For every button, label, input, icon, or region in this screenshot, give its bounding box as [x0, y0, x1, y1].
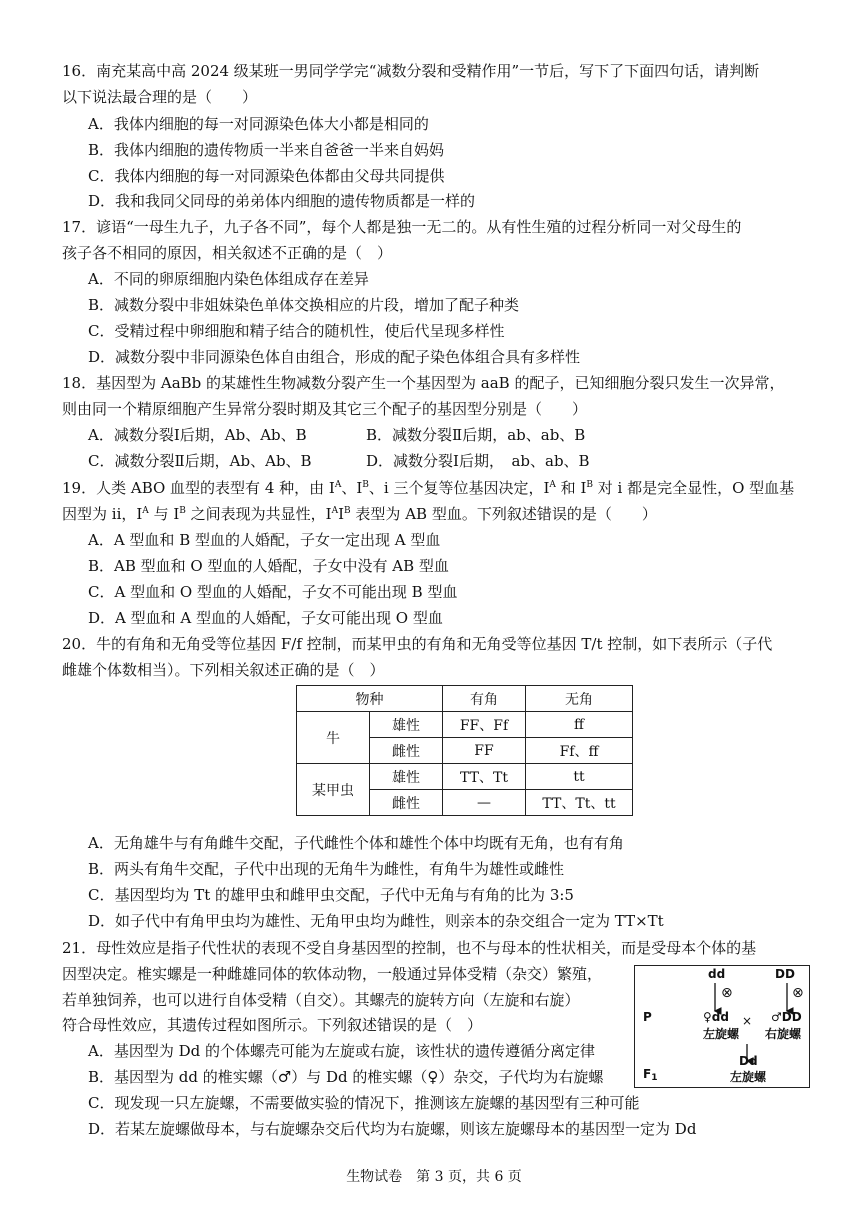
header-species: 物种	[297, 686, 443, 712]
q20-stem-line2: 雌雄个体数相当）。下列相关叙述正确的是（ ）	[62, 661, 385, 679]
cross-symbol: ×	[742, 1014, 753, 1028]
offspring-Dd-label: Dd	[739, 1054, 758, 1068]
species-cattle: 牛	[297, 712, 370, 764]
q18-option-b: B．减数分裂Ⅱ后期，ab、ab、B	[366, 426, 586, 444]
q19-option-d: D．A 型血和 A 型血的人婚配，子女可能出现 O 型血	[88, 609, 443, 627]
beetle-female-horned: —	[443, 790, 526, 816]
q17-option-c: C．受精过程中卵细胞和精子结合的随机性，使后代呈现多样性	[88, 322, 505, 340]
q19-stem-line1: 19．人类 ABO 血型的表型有 4 种，由 $I^A$、$I^B$、i 三个复等位基因决定，$I^A$ 和 $I^B$ 对 i 都是完全显性，O 型血基	[62, 479, 795, 497]
q21-option-b: B．基因型为 dd 的椎实螺（♂）与 Dd 的椎实螺（♀）杂交，子代均为右旋螺	[88, 1068, 604, 1086]
q17-option-b: B．减数分裂中非姐妹染色单体交换相应的片段，增加了配子种类	[88, 296, 520, 314]
q20-option-a: A．无角雄牛与有角雌牛交配，子代雌性个体和雄性个体中均既有无角，也有有角	[88, 834, 624, 852]
species-beetle: 某甲虫	[297, 764, 370, 816]
header-hornless: 无角	[526, 686, 633, 712]
self-cross-icon: ⊗	[721, 985, 733, 1001]
q20-stem-line1: 20．牛的有角和无角受等位基因 F/f 控制，而某甲虫的有角和无角受等位基因 T/t 控制，如下表所示（子代	[62, 635, 773, 653]
left-coil-label: 左旋螺	[703, 1027, 740, 1041]
cattle-female-horned: FF	[443, 738, 526, 764]
header-horned: 有角	[443, 686, 526, 712]
q20-option-b: B．两头有角牛交配，子代中出现的无角牛为雌性，有角牛为雄性或雌性	[88, 860, 565, 878]
q16-option-b: B．我体内细胞的遗传物质一半来自爸爸一半来自妈妈	[88, 141, 445, 159]
q16-option-a: A．我体内细胞的每一对同源染色体大小都是相同的	[88, 115, 429, 133]
q21-stem-line3: 若单独饲养，也可以进行自体受精（自交）。其螺壳的旋转方向（左旋和右旋）	[62, 991, 580, 1009]
beetle-male-hornless: tt	[526, 764, 633, 790]
q18-stem-line1: 18．基因型为 AaBb 的某雄性生物减数分裂产生一个基因型为 aaB 的配子，已知细胞分裂只发生一次异常，	[62, 374, 785, 392]
q16-stem-line2: 以下说法最合理的是（ ）	[62, 88, 258, 106]
sex-cell: 雄性	[370, 712, 443, 738]
sex-cell: 雌性	[370, 738, 443, 764]
q19-option-a: A．A 型血和 B 型血的人婚配，子女一定出现 A 型血	[88, 531, 441, 549]
p-generation-label: P	[643, 1010, 652, 1024]
beetle-female-hornless: TT、Tt、tt	[526, 790, 633, 816]
f1-generation-label: F1	[643, 1067, 658, 1083]
right-coil-label: 右旋螺	[765, 1027, 802, 1041]
female-dd-label: ♀dd	[703, 1010, 729, 1024]
q19-stem-line2: 因型为 ii，$I^A$ 与 $I^B$ 之间表现为共显性，$I^AI^B$ 表型为 AB 型血。下列叙述错误的是（ ）	[62, 505, 657, 523]
sex-cell: 雄性	[370, 764, 443, 790]
cattle-male-hornless: ff	[526, 712, 633, 738]
page-footer: 生物试卷 第 3 页，共 6 页	[346, 1169, 522, 1185]
table-header-row	[297, 686, 633, 712]
q21-option-a: A．基因型为 Dd 的个体螺壳可能为左旋或右旋，该性状的遗传遵循分离定律	[88, 1042, 596, 1060]
q17-stem-line2: 孩子各不相同的原因，相关叙述不正确的是（ ）	[62, 244, 393, 262]
q17-option-a: A．不同的卵原细胞内染色体组成存在差异	[88, 270, 369, 288]
self-cross-icon: ⊗	[792, 985, 804, 1001]
q18-option-a: A．减数分裂Ⅰ后期，Ab、Ab、B	[88, 426, 307, 444]
q16-stem-line1: 16．南充某高中高 2024 级某班一男同学学完“减数分裂和受精作用”一节后，写下了下面四句话，请判断	[62, 62, 760, 80]
q21-option-c: C．现发现一只左旋螺，不需要做实验的情况下，推测该左旋螺的基因型有三种可能	[88, 1094, 640, 1112]
q17-option-d: D．减数分裂中非同源染色体自由组合，形成的配子染色体组合具有多样性	[88, 348, 581, 366]
table-row	[297, 764, 633, 790]
q19-option-b: B．AB 型血和 O 型血的人婚配，子女中没有 AB 型血	[88, 557, 449, 575]
male-DD-label: ♂DD	[771, 1010, 802, 1024]
q21-stem-line4: 符合母性效应，其遗传过程如图所示。下列叙述错误的是（ ）	[62, 1016, 483, 1034]
snail-inheritance-figure	[634, 965, 810, 1088]
q21-stem-line2: 因型决定。椎实螺是一种雌雄同体的软体动物，一般通过异体受精（杂交）繁殖，	[62, 965, 603, 983]
q20-option-d: D．如子代中有角甲虫均为雄性、无角甲虫均为雌性，则亲本的杂交组合一定为 TT×Tt	[88, 912, 664, 930]
q18-stem-line2: 则由同一个精原细胞产生异常分裂时期及其它三个配子的基因型分别是（ ）	[62, 400, 588, 418]
q17-stem-line1: 17．谚语“一母生九子，九子各不同”，每个人都是独一无二的。从有性生殖的过程分析同一对父母生的	[62, 218, 742, 236]
cattle-female-hornless: Ff、ff	[526, 738, 633, 764]
table-row	[297, 712, 633, 738]
parent-DD-label: DD	[775, 967, 795, 981]
q16-option-d: D．我和我同父同母的弟弟体内细胞的遗传物质都是一样的	[88, 192, 476, 210]
offspring-coil-label: 左旋螺	[730, 1070, 767, 1084]
q18-option-d: D．减数分裂Ⅰ后期， ab、ab、B	[366, 452, 590, 470]
q19-option-c: C．A 型血和 O 型血的人婚配，子女不可能出现 B 型血	[88, 583, 458, 601]
q21-stem-line1: 21．母性效应是指子代性状的表现不受自身基因型的控制，也不与母本的性状相关，而是受母本个体的基	[62, 939, 757, 957]
q20-option-c: C．基因型均为 Tt 的雄甲虫和雌甲虫交配，子代中无角与有角的比为 3:5	[88, 886, 574, 904]
parent-dd-label: dd	[708, 967, 726, 981]
q18-option-c: C．减数分裂Ⅱ后期，Ab、Ab、B	[88, 452, 312, 470]
horn-genotype-table	[296, 685, 633, 816]
cattle-male-horned: FF、Ff	[443, 712, 526, 738]
beetle-male-horned: TT、Tt	[443, 764, 526, 790]
q21-option-d: D．若某左旋螺做母本，与右旋螺杂交后代均为右旋螺，则该左旋螺母本的基因型一定为 Dd	[88, 1120, 697, 1138]
q16-option-c: C．我体内细胞的每一对同源染色体都由父母共同提供	[88, 167, 445, 185]
sex-cell: 雌性	[370, 790, 443, 816]
